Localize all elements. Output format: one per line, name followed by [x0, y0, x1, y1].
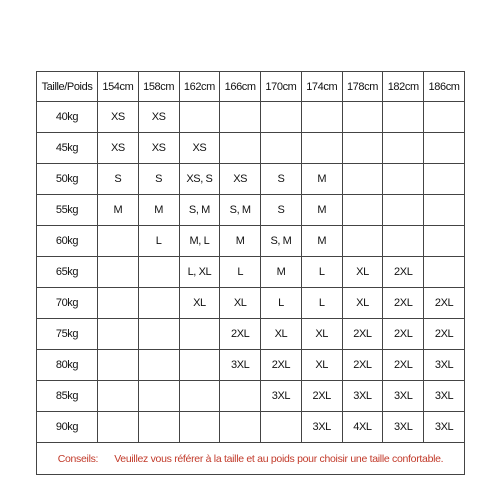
size-cell [342, 195, 383, 226]
size-cell: 3XL [261, 381, 302, 412]
size-cell: 2XL [424, 288, 465, 319]
size-cell: 3XL [383, 381, 424, 412]
size-cell [138, 319, 179, 350]
size-cell [138, 412, 179, 443]
height-header-cell: 174cm [301, 72, 342, 102]
size-cell [138, 288, 179, 319]
height-header-cell: 170cm [261, 72, 302, 102]
advice-note [37, 443, 465, 475]
size-cell: XL [342, 288, 383, 319]
size-cell: M [98, 195, 139, 226]
size-cell [179, 381, 220, 412]
note-row [37, 443, 465, 475]
size-cell: 2XL [383, 350, 424, 381]
size-cell [179, 319, 220, 350]
size-cell: S [261, 164, 302, 195]
size-cell: 3XL [220, 350, 261, 381]
size-cell [98, 412, 139, 443]
size-cell: S [261, 195, 302, 226]
size-cell: 3XL [424, 412, 465, 443]
size-cell: 2XL [342, 319, 383, 350]
size-cell: 2XL [383, 257, 424, 288]
size-cell [424, 133, 465, 164]
weight-cell: 85kg [37, 381, 98, 412]
size-cell: S, M [261, 226, 302, 257]
size-cell [98, 319, 139, 350]
size-cell: 2XL [261, 350, 302, 381]
height-header-cell: 162cm [179, 72, 220, 102]
size-cell: M [301, 226, 342, 257]
size-cell: 2XL [383, 288, 424, 319]
size-cell: XL [342, 257, 383, 288]
size-cell: 2XL [383, 319, 424, 350]
table-row [37, 257, 465, 288]
table-row [37, 412, 465, 443]
height-header-cell: 154cm [98, 72, 139, 102]
size-cell: XS [98, 133, 139, 164]
weight-cell: 75kg [37, 319, 98, 350]
size-cell [261, 412, 302, 443]
size-cell [138, 350, 179, 381]
height-header-cell: 178cm [342, 72, 383, 102]
size-cell: L, XL [179, 257, 220, 288]
size-cell: 3XL [424, 350, 465, 381]
weight-cell: 45kg [37, 133, 98, 164]
size-cell: XL [220, 288, 261, 319]
size-cell: XL [301, 319, 342, 350]
size-cell: L [138, 226, 179, 257]
size-cell [179, 412, 220, 443]
size-cell: L [220, 257, 261, 288]
size-cell [98, 257, 139, 288]
size-cell [179, 350, 220, 381]
height-header-cell: 182cm [383, 72, 424, 102]
table-row [37, 288, 465, 319]
size-cell [138, 381, 179, 412]
weight-cell: 65kg [37, 257, 98, 288]
size-cell: XS [98, 102, 139, 133]
size-cell: L [301, 288, 342, 319]
size-cell [342, 133, 383, 164]
size-cell [342, 102, 383, 133]
table-row [37, 133, 465, 164]
table-row [37, 319, 465, 350]
size-cell [98, 226, 139, 257]
table-row [37, 195, 465, 226]
size-cell [383, 195, 424, 226]
height-header-cell: 186cm [424, 72, 465, 102]
size-cell [424, 257, 465, 288]
table-row [37, 164, 465, 195]
size-cell [98, 381, 139, 412]
size-cell: 2XL [301, 381, 342, 412]
size-cell: 4XL [342, 412, 383, 443]
header-row [37, 72, 465, 102]
size-chart-body [37, 72, 465, 475]
size-cell: 3XL [301, 412, 342, 443]
weight-cell: 55kg [37, 195, 98, 226]
size-cell [383, 164, 424, 195]
size-cell [261, 133, 302, 164]
size-cell: M [220, 226, 261, 257]
size-cell [98, 288, 139, 319]
size-cell: M, L [179, 226, 220, 257]
size-cell [383, 102, 424, 133]
size-cell: XS [138, 133, 179, 164]
size-cell: XS [138, 102, 179, 133]
size-cell [424, 195, 465, 226]
size-cell: M [301, 195, 342, 226]
size-cell: M [138, 195, 179, 226]
size-cell: XL [301, 350, 342, 381]
size-cell [424, 164, 465, 195]
size-cell: XL [179, 288, 220, 319]
size-cell: M [301, 164, 342, 195]
size-cell: S, M [179, 195, 220, 226]
size-cell [220, 133, 261, 164]
table-row [37, 381, 465, 412]
weight-cell: 40kg [37, 102, 98, 133]
size-cell: XS, S [179, 164, 220, 195]
weight-cell: 50kg [37, 164, 98, 195]
size-cell [98, 350, 139, 381]
size-cell [220, 102, 261, 133]
height-header-cell: 166cm [220, 72, 261, 102]
weight-cell: 60kg [37, 226, 98, 257]
table-row [37, 350, 465, 381]
size-cell [383, 226, 424, 257]
size-cell: 3XL [424, 381, 465, 412]
size-cell [220, 412, 261, 443]
size-cell: 2XL [424, 319, 465, 350]
size-cell: XS [220, 164, 261, 195]
size-cell: XS [179, 133, 220, 164]
size-cell [342, 226, 383, 257]
size-cell [261, 102, 302, 133]
size-cell: 2XL [342, 350, 383, 381]
size-cell [301, 102, 342, 133]
weight-cell: 80kg [37, 350, 98, 381]
size-cell [138, 257, 179, 288]
table-row [37, 226, 465, 257]
height-header-cell: 158cm [138, 72, 179, 102]
size-cell [179, 102, 220, 133]
size-cell: L [301, 257, 342, 288]
size-cell: L [261, 288, 302, 319]
size-cell: 3XL [383, 412, 424, 443]
advice-text: Veuillez vous référer à la taille et au poids pour choisir une taille confortable. [114, 452, 444, 465]
size-cell [424, 102, 465, 133]
weight-cell: 70kg [37, 288, 98, 319]
size-cell: S [98, 164, 139, 195]
weight-cell: 90kg [37, 412, 98, 443]
size-chart-table [36, 71, 465, 475]
size-cell: S [138, 164, 179, 195]
size-cell [301, 133, 342, 164]
size-cell [220, 381, 261, 412]
size-cell: M [261, 257, 302, 288]
advice-label: Conseils: [57, 452, 99, 465]
size-cell: 3XL [342, 381, 383, 412]
table-row [37, 102, 465, 133]
size-cell [424, 226, 465, 257]
size-cell: 2XL [220, 319, 261, 350]
size-cell: XL [261, 319, 302, 350]
size-cell [342, 164, 383, 195]
corner-header-cell: Taille/Poids [37, 72, 98, 102]
size-cell [383, 133, 424, 164]
size-cell: S, M [220, 195, 261, 226]
